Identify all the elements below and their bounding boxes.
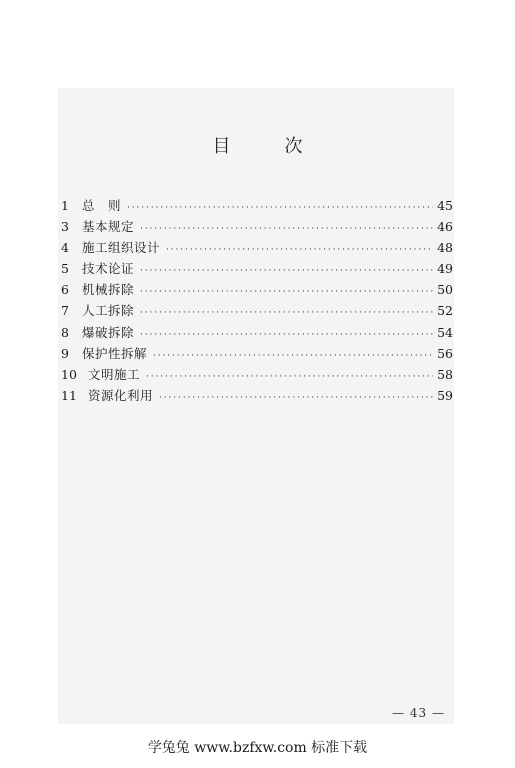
toc-entry-page: 48 xyxy=(437,240,453,256)
toc-entry-title: 保护性拆解 xyxy=(82,345,148,361)
toc-entry-page: 59 xyxy=(437,387,453,403)
toc-entry-number: 3 xyxy=(61,219,69,235)
toc-entry[interactable] xyxy=(61,344,453,365)
toc-entry-title: 施工组织设计 xyxy=(82,240,161,256)
toc-entry-number: 10 xyxy=(61,366,77,382)
toc-entry[interactable] xyxy=(61,259,453,280)
table-of-contents xyxy=(61,196,453,407)
dot-leader xyxy=(140,267,433,276)
toc-entry-number: 7 xyxy=(61,303,69,319)
toc-entry[interactable] xyxy=(61,280,453,301)
dot-leader xyxy=(127,204,433,213)
dot-leader xyxy=(166,246,433,255)
toc-entry[interactable] xyxy=(61,323,453,344)
toc-entry-title: 人工拆除 xyxy=(82,303,135,319)
toc-entry[interactable] xyxy=(61,196,453,217)
dot-leader xyxy=(159,394,433,403)
toc-entry-title: 机械拆除 xyxy=(82,282,135,298)
toc-entry-page: 45 xyxy=(437,198,453,213)
toc-entry-number: 8 xyxy=(61,324,69,340)
toc-entry-title: 资源化利用 xyxy=(88,387,154,403)
toc-entry-page: 56 xyxy=(437,345,453,361)
toc-entry-title: 总 则 xyxy=(82,198,122,213)
toc-entry[interactable] xyxy=(61,238,453,259)
toc-entry-page: 52 xyxy=(437,303,453,319)
toc-entry-number: 11 xyxy=(61,387,77,403)
toc-entry-page: 49 xyxy=(437,261,453,277)
toc-entry-number: 5 xyxy=(61,261,69,277)
dot-leader xyxy=(140,288,433,297)
watermark-caption: 学兔兔 www.bzfxw.com 标准下载 xyxy=(147,740,368,756)
toc-entry-title: 文明施工 xyxy=(88,366,141,382)
toc-entry-page: 54 xyxy=(437,324,453,340)
dot-leader xyxy=(146,373,433,382)
dot-leader xyxy=(140,309,433,318)
toc-entry-page: 46 xyxy=(437,219,453,235)
toc-entry-number: 9 xyxy=(61,345,69,361)
toc-entry-title: 爆破拆除 xyxy=(82,324,135,340)
dot-leader xyxy=(153,352,433,361)
toc-entry[interactable] xyxy=(61,386,453,407)
page-number: — 43 — xyxy=(392,706,445,720)
toc-entry-page: 58 xyxy=(437,366,453,382)
toc-entry[interactable] xyxy=(61,301,453,322)
toc-entry[interactable] xyxy=(61,217,453,238)
toc-entry-number: 1 xyxy=(61,198,69,213)
toc-entry-page: 50 xyxy=(437,282,453,298)
toc-entry-title: 基本规定 xyxy=(82,219,135,235)
toc-entry-title: 技术论证 xyxy=(82,261,135,277)
toc-entry-number: 6 xyxy=(61,282,69,298)
toc-entry[interactable] xyxy=(61,365,453,386)
toc-entry-number: 4 xyxy=(61,240,69,256)
dot-leader xyxy=(140,331,433,340)
page-title: 目 次 xyxy=(212,136,321,157)
dot-leader xyxy=(140,225,433,234)
